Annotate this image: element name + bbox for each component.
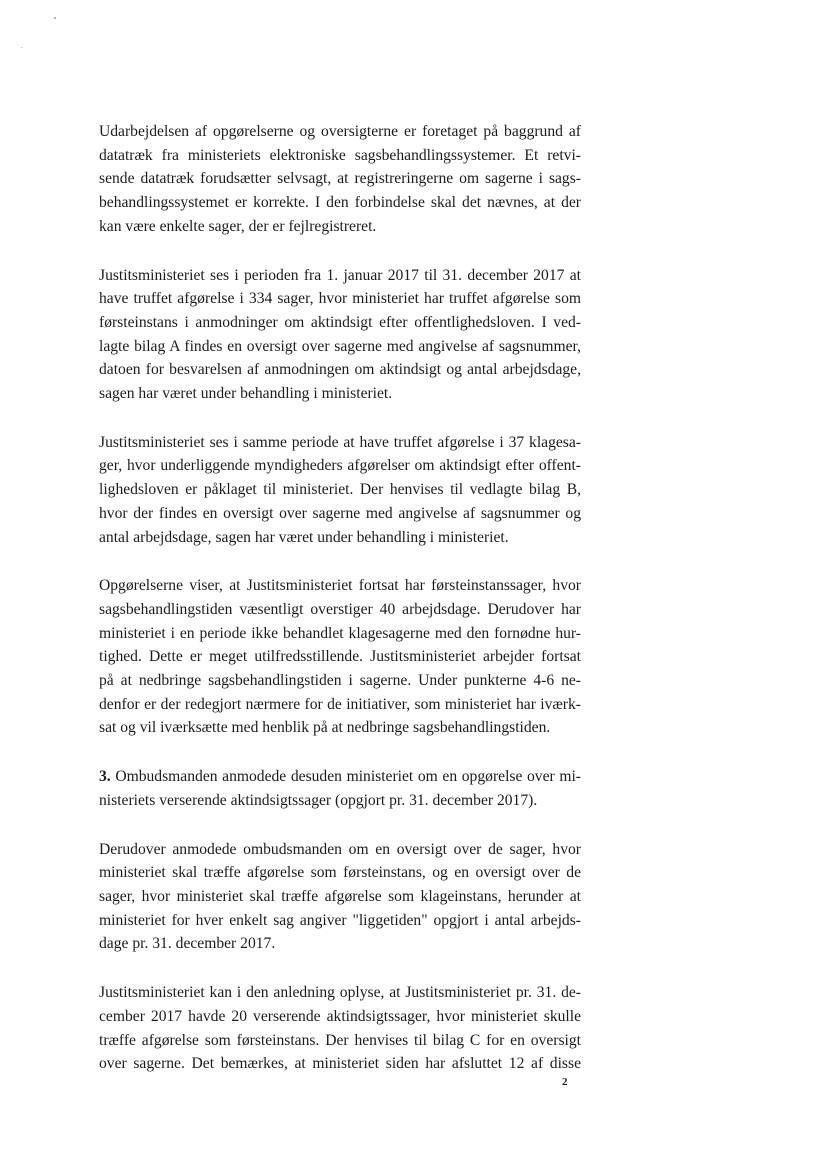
text-line: Derudover anmodede ombudsmanden om en oversigt over de sager, hvor	[99, 840, 581, 858]
text-line: træffe afgørelse som førsteinstans. Der henvises til bilag C for en oversigt	[99, 1031, 581, 1049]
paragraph-data-extraction	[99, 120, 581, 239]
paragraph-pending-cases	[99, 981, 581, 1076]
text-line: ministeriet i en periode ikke behandlet klagesagerne med den fornødne hur-	[99, 624, 581, 642]
text-line: sende datatræk forudsætter selvsagt, at registreringerne om sagerne i sags-	[99, 170, 581, 188]
text-line: ministeriet skal træffe afgørelse som førsteinstans, og en oversigt over de	[99, 864, 581, 882]
text-line: sager, hvor ministeriet skal træffe afgørelse som klageinstans, herunder at	[99, 887, 581, 905]
text-line: på at nedbringe sagsbehandlingstiden i sagerne. Under punkterne 4-6 ne-	[99, 672, 581, 690]
text-line	[99, 765, 581, 789]
text-line: lagte bilag A findes en oversigt over sagerne med angivelse af sagsnummer,	[99, 337, 581, 355]
text-line: antal arbejdsdage, sagen har været under behandling i ministeriet.	[99, 528, 509, 546]
text-line: nisteriets verserende aktindsigtssager (opgjort pr. 31. december 2017).	[99, 791, 538, 809]
text-line: sat og vil iværksætte med henblik på at nedbringe sagsbehandlingstiden.	[99, 719, 551, 737]
text-line: cember 2017 havde 20 verserende aktindsigtssager, hvor ministeriet skulle	[99, 1007, 581, 1025]
text-line: behandlingssystemet er korrekte. I den forbindelse skal det nævnes, at der	[99, 194, 581, 212]
page-number: 2	[562, 1076, 568, 1088]
text-fragment: Ombudsmanden anmodede desuden ministeriet om en opgørelse over mi-	[110, 768, 581, 786]
text-line: Justitsministeriet kan i den anledning oplyse, at Justitsministeriet pr. 31. de-	[99, 984, 581, 1002]
text-line: sagen har været under behandling i ministeriet.	[99, 385, 393, 403]
text-line: have truffet afgørelse i 334 sager, hvor ministeriet har truffet afgørelse som	[99, 290, 581, 308]
text-line: datatræk fra ministeriets elektroniske sagsbehandlingssystemer. Et retvi-	[99, 146, 581, 164]
text-line: Udarbejdelsen af opgørelserne og oversigterne er foretaget på baggrund af	[99, 123, 581, 140]
text-line: ger, hvor underliggende myndigheders afgørelser om aktindsigt efter offent-	[99, 457, 581, 475]
section-number: 3.	[99, 768, 111, 786]
paragraph-appeal-decisions	[99, 431, 581, 550]
text-line: tighed. Dette er meget utilfredsstillende. Justitsministeriet arbejder fortsat	[99, 648, 581, 666]
paragraph-ombudsman-request	[99, 838, 581, 957]
paragraph-processing-time	[99, 574, 581, 740]
document-body	[99, 120, 581, 1076]
text-line: førsteinstans i anmodninger om aktindsigt efter offentlighedsloven. I ved-	[99, 313, 581, 331]
text-line: Justitsministeriet ses i samme periode at have truffet afgørelse i 37 klagesa-	[99, 433, 581, 451]
text-line: ministeriet for hver enkelt sag angiver "liggetiden" opgjort i antal arbejds-	[99, 911, 581, 929]
text-line: sagsbehandlingstiden væsentligt overstiger 40 arbejdsdage. Derudover har	[99, 600, 581, 618]
text-line: hvor der findes en oversigt over sagerne med angivelse af sagsnummer og	[99, 504, 581, 522]
paragraph-first-instance-decisions	[99, 264, 581, 406]
text-line: kan være enkelte sager, der er fejlregistreret.	[99, 217, 377, 235]
text-line: over sagerne. Det bemærkes, at ministeriet siden har afsluttet 12 af disse	[99, 1055, 581, 1073]
text-line: Justitsministeriet ses i perioden fra 1. januar 2017 til 31. december 2017 at	[99, 266, 581, 284]
text-line: datoen for besvarelsen af anmodningen om aktindsigt og antal arbejdsdage,	[99, 361, 581, 379]
text-line: dage pr. 31. december 2017.	[99, 935, 276, 953]
scan-speck	[21, 47, 22, 48]
paragraph-section-3	[99, 765, 581, 812]
scan-speck	[54, 17, 56, 19]
text-line: lighedsloven er påklaget til ministeriet. Der henvises til vedlagte bilag B,	[99, 481, 581, 499]
text-line: denfor er der redegjort nærmere for de initiativer, som ministeriet har iværk-	[99, 695, 581, 713]
text-line: Opgørelserne viser, at Justitsministeriet fortsat har førsteinstanssager, hvor	[99, 577, 581, 595]
